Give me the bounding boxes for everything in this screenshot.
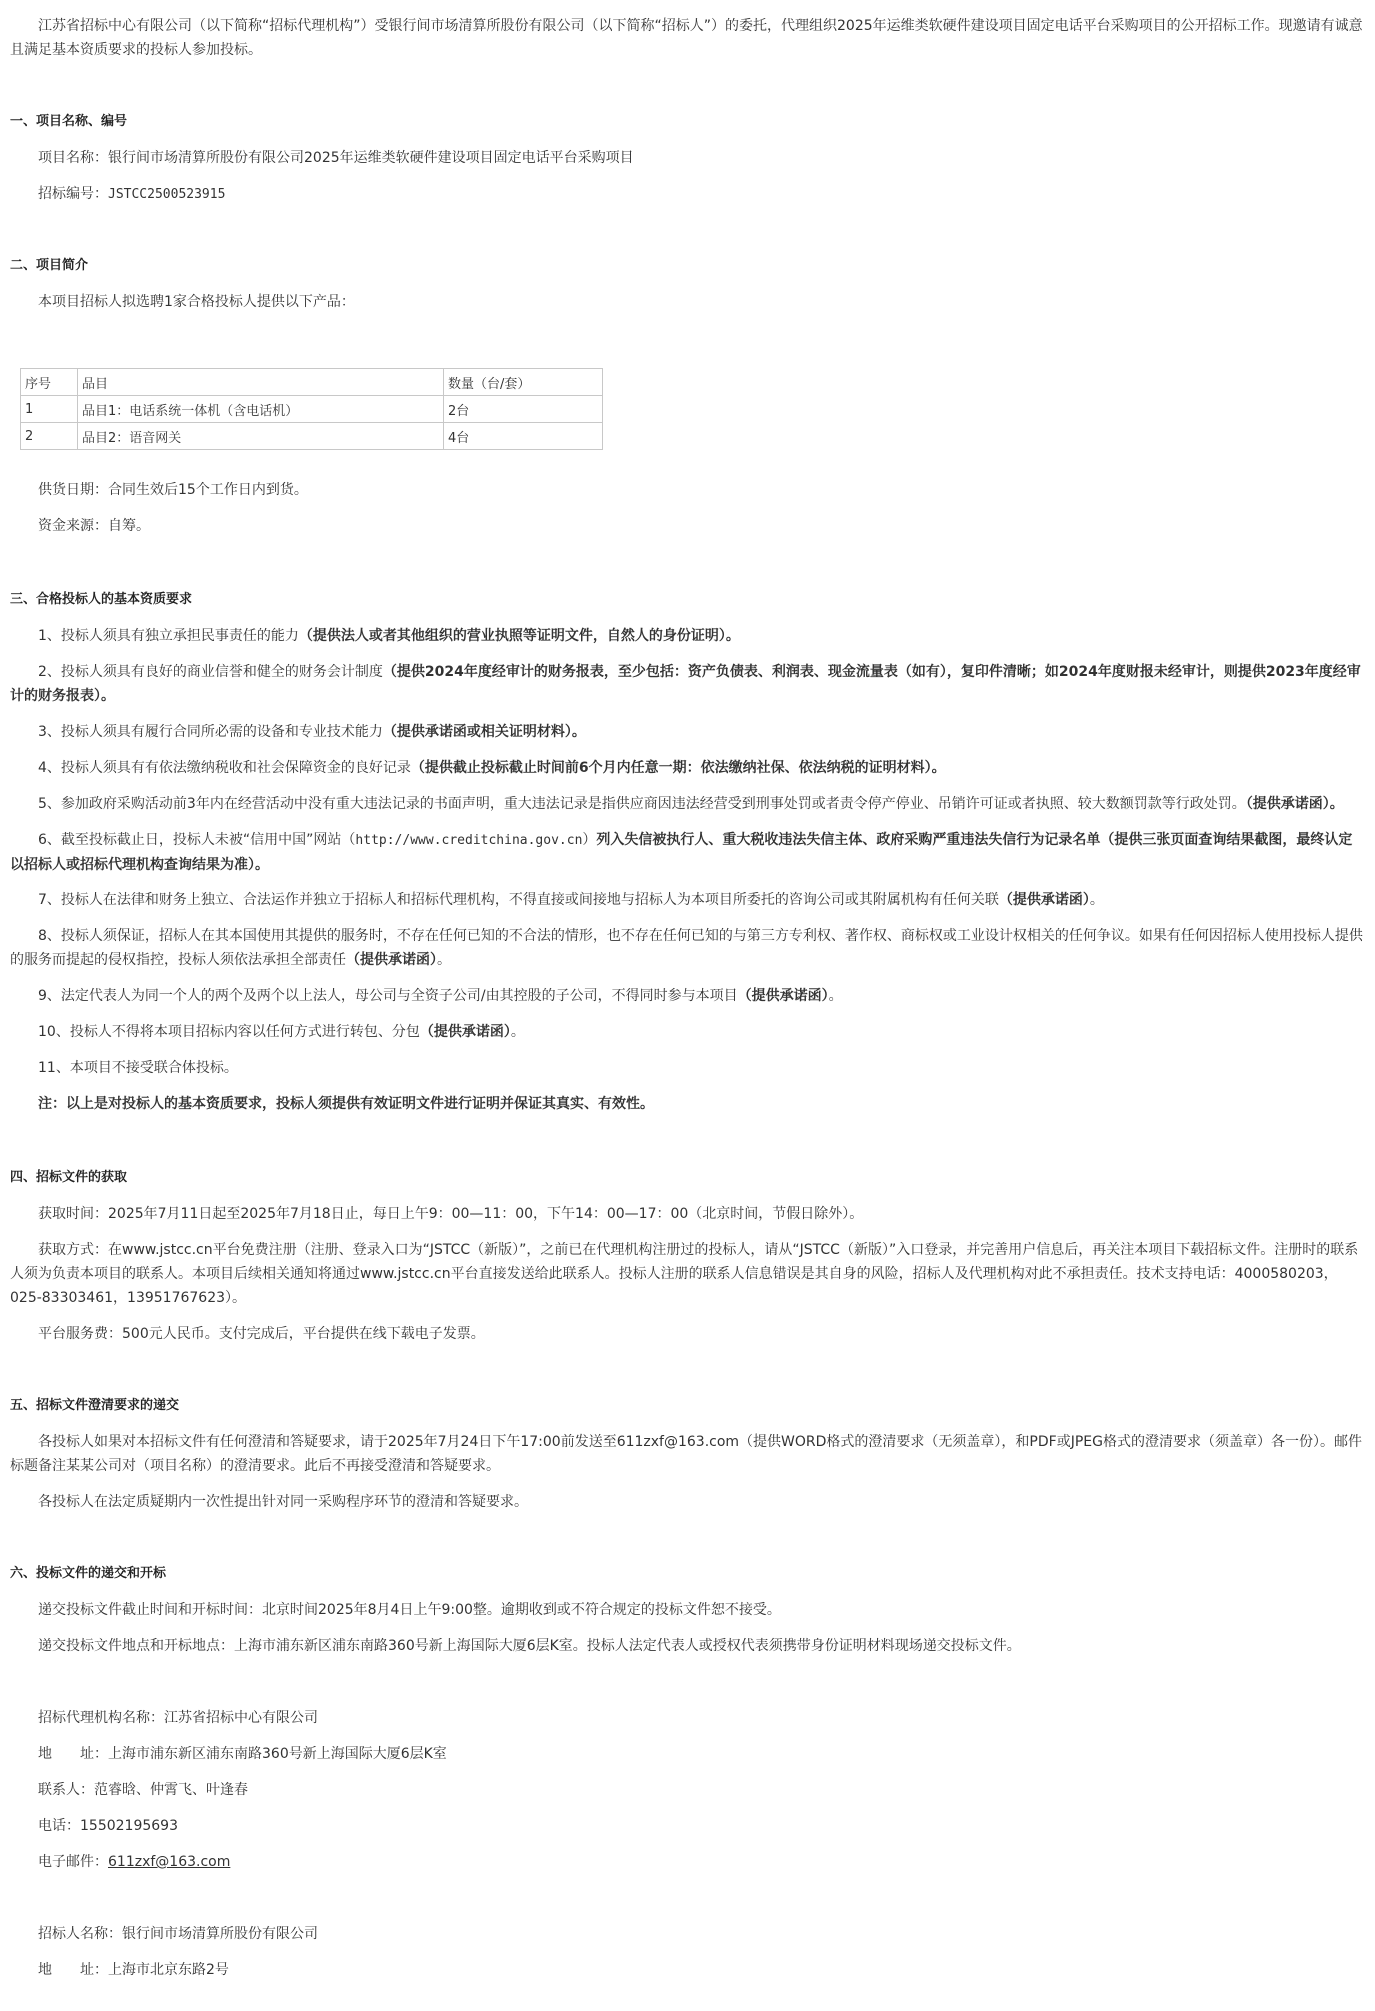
requirement-item bbox=[10, 720, 1365, 744]
project-name: 项目名称：银行间市场清算所股份有限公司2025年运维类软硬件建设项目固定电话平台采购项目 bbox=[38, 150, 634, 166]
requirement-item bbox=[10, 1056, 1365, 1080]
requirement-item bbox=[10, 624, 1365, 648]
requirement-item bbox=[10, 984, 1365, 1008]
submission-deadline: 递交投标文件截止时间和开标时间：北京时间2025年8月4日上午9:00整。逾期收到或不符合规定的投标文件恕不接受。 bbox=[38, 1602, 781, 1618]
requirement-text: 6、截至投标截止日，投标人未被“信用中国”网站（ bbox=[38, 832, 356, 848]
requirement-text: 10、投标人不得将本项目招标内容以任何方式进行转包、分包 bbox=[38, 1024, 420, 1040]
table-row bbox=[21, 396, 603, 423]
requirement-item bbox=[10, 924, 1365, 972]
product-table bbox=[20, 368, 603, 450]
table-row bbox=[21, 423, 603, 450]
requirement-text: 4、投标人须具有有依法缴纳税收和社会保障资金的良好记录 bbox=[38, 760, 411, 776]
tenderer-address bbox=[10, 1958, 1365, 1982]
requirement-proof: 列入失信被执行人、重大税收违法失信主体、政府采购严重违法失信行为记录名单（提供三张页面查询结果截图，最终认定以招标人或招标代理机构查询结果为准）。 bbox=[10, 832, 1353, 873]
clarification-period: 各投标人在法定质疑期内一次性提出针对同一采购程序环节的澄清和答疑要求。 bbox=[38, 1494, 528, 1510]
requirement-proof: （提供承诺函） bbox=[737, 988, 829, 1004]
requirement-proof: （提供承诺函） bbox=[419, 1024, 511, 1040]
tender-number bbox=[10, 182, 1365, 207]
funding-source: 资金来源：自筹。 bbox=[38, 518, 150, 534]
requirement-item bbox=[10, 756, 1365, 780]
requirement-tail: 。 bbox=[437, 952, 451, 968]
agency-contacts: 联系人：范睿晗、仲霄飞、叶逢春 bbox=[38, 1782, 248, 1798]
agency-name: 招标代理机构名称：江苏省招标中心有限公司 bbox=[38, 1710, 318, 1726]
requirement-text: 2、投标人须具有良好的商业信誉和健全的财务会计制度 bbox=[38, 664, 383, 680]
requirement-text: 11、本项目不接受联合体投标。 bbox=[38, 1060, 238, 1076]
section-5-heading: 五、招标文件澄清要求的递交 bbox=[10, 1398, 180, 1413]
project-summary: 本项目招标人拟选聘1家合格投标人提供以下产品： bbox=[38, 294, 355, 310]
table-header-cell: 数量（台/套） bbox=[444, 369, 603, 396]
submission-location: 递交投标文件地点和开标地点：上海市浦东新区浦东南路360号新上海国际大厦6层K室。投标人法定代表人或授权代表须携带身份证明材料现场递交投标文件。 bbox=[38, 1638, 1021, 1654]
requirement-tail: 。 bbox=[1089, 892, 1104, 908]
tenderer-address-value: 上海市北京东路2号 bbox=[108, 1962, 229, 1978]
requirement-text: 3、投标人须具有履行合同所必需的设备和专业技术能力 bbox=[38, 724, 383, 740]
agency-email bbox=[10, 1850, 1365, 1874]
creditchina-url: http://www.creditchina.gov.cn bbox=[355, 833, 583, 848]
table-cell: 1 bbox=[21, 396, 78, 423]
table-cell: 品目2：语音网关 bbox=[78, 423, 444, 450]
delivery-date: 供货日期：合同生效后15个工作日内到货。 bbox=[38, 482, 308, 498]
table-cell: 4台 bbox=[444, 423, 603, 450]
section-4-heading: 四、招标文件的获取 bbox=[10, 1170, 128, 1185]
clarification-request: 各投标人如果对本招标文件有任何澄清和答疑要求，请于2025年7月24日下午17:00前发送至611zxf@163.com（提供WORD格式的澄清要求（无须盖章），和PDF或JPEG格式的澄清要求（须盖章）各一份）。邮件标题备注某某公司对（项目名称）的澄清要求。此后不再接受澄清和答疑要求。 bbox=[10, 1434, 1362, 1474]
requirement-proof: （提供承诺函或相关证明材料）。 bbox=[382, 724, 586, 740]
section-6-heading: 六、投标文件的递交和开标 bbox=[10, 1566, 167, 1581]
requirement-proof: （提供承诺函）。 bbox=[1245, 796, 1344, 812]
requirement-text: 9、法定代表人为同一个人的两个及两个以上法人，母公司与全资子公司/由其控股的子公司，不得同时参与本项目 bbox=[38, 988, 738, 1004]
requirement-proof: （提供承诺函） bbox=[998, 892, 1090, 908]
table-header-cell: 序号 bbox=[21, 369, 78, 396]
requirement-text: 7、投标人在法律和财务上独立、合法运作并独立于招标人和招标代理机构，不得直接或间接地与招标人为本项目所委托的咨询公司或其附属机构有任何关联 bbox=[38, 892, 999, 908]
section-2-heading: 二、项目简介 bbox=[10, 258, 89, 273]
requirement-text: 1、投标人须具有独立承担民事责任的能力 bbox=[38, 628, 299, 644]
tender-number-label: 招标编号： bbox=[38, 186, 108, 202]
requirement-text: 8、投标人须保证，招标人在其本国使用其提供的服务时，不存在任何已知的不合法的情形，也不存在任何已知的与第三方专利权、著作权、商标权或工业设计权相关的任何争议。如果有任何因招标人使用投标人提供的服务而提起的侵权指控，投标人须依法承担全部责任 bbox=[10, 928, 1363, 968]
requirement-text: 5、参加政府采购活动前3年内在经营活动中没有重大违法记录的书面声明，重大违法记录是指供应商因违法经营受到刑事处罚或者责令停产停业、吊销许可证或者执照、较大数额罚款等行政处罚。 bbox=[38, 796, 1246, 812]
table-header-row bbox=[21, 369, 603, 396]
section-1-heading: 一、项目名称、编号 bbox=[10, 114, 128, 129]
tenderer-name: 招标人名称：银行间市场清算所股份有限公司 bbox=[38, 1926, 318, 1942]
requirement-tail: 。 bbox=[828, 988, 843, 1004]
section-3-heading: 三、合格投标人的基本资质要求 bbox=[10, 592, 193, 607]
requirement-text: ） bbox=[582, 832, 597, 848]
requirement-proof: （提供2024年度经审计的财务报表，至少包括：资产负债表、利润表、现金流量表（如有），复印件清晰；如2024年度财报未经审计，则提供2023年度经审计的财务报表）。 bbox=[10, 664, 1361, 704]
intro-paragraph: 江苏省招标中心有限公司（以下简称“招标代理机构”）受银行间市场清算所股份有限公司（以下简称“招标人”）的委托，代理组织2025年运维类软硬件建设项目固定电话平台采购项目的公开招标工作。现邀请有诚意且满足基本资质要求的投标人参加投标。 bbox=[10, 18, 1363, 58]
agency-email-link[interactable]: 611zxf@163.com bbox=[108, 1854, 231, 1870]
table-cell: 2 bbox=[21, 423, 78, 450]
requirement-item bbox=[10, 660, 1365, 708]
table-header-cell: 品目 bbox=[78, 369, 444, 396]
requirement-item bbox=[10, 828, 1365, 877]
agency-email-label: 电子邮件： bbox=[38, 1854, 108, 1870]
acquisition-method: 获取方式：在www.jstcc.cn平台免费注册（注册、登录入口为“JSTCC（新版）”，之前已在代理机构注册过的投标人，请从“JSTCC（新版）”入口登录，并完善用户信息后，再关注本项目下载招标文件。注册时的联系人须为负责本项目的联系人。本项目后续相关通知将通过www.jstcc.cn平台直接发送给此联系人。投标人注册的联系人信息错误是其自身的风险，招标人及代理机构对此不承担责任。技术支持电话：4000580203，025-83303461，13951767623）。 bbox=[10, 1242, 1359, 1306]
platform-fee: 平台服务费：500元人民币。支付完成后，平台提供在线下载电子发票。 bbox=[38, 1326, 485, 1342]
acquisition-time: 获取时间：2025年7月11日起至2025年7月18日止，每日上午9：00—11：00，下午14：00—17：00（北京时间，节假日除外）。 bbox=[38, 1206, 864, 1222]
requirement-item bbox=[10, 888, 1365, 912]
requirement-proof: （提供法人或者其他组织的营业执照等证明文件，自然人的身份证明）。 bbox=[298, 628, 740, 644]
agency-address-value: 上海市浦东新区浦东南路360号新上海国际大厦6层K室 bbox=[108, 1746, 447, 1762]
table-cell: 品目1：电话系统一体机（含电话机） bbox=[78, 396, 444, 423]
requirement-item bbox=[10, 792, 1365, 816]
agency-phone: 电话：15502195693 bbox=[38, 1818, 178, 1834]
tender-number-value: JSTCC2500523915 bbox=[108, 187, 226, 202]
agency-address-label: 地 址： bbox=[38, 1746, 108, 1762]
requirements-note: 注：以上是对投标人的基本资质要求，投标人须提供有效证明文件进行证明并保证其真实、有效性。 bbox=[38, 1096, 654, 1112]
tenderer-address-label: 地 址： bbox=[38, 1962, 108, 1978]
requirement-tail: 。 bbox=[510, 1024, 525, 1040]
requirement-item bbox=[10, 1020, 1365, 1044]
table-cell: 2台 bbox=[444, 396, 603, 423]
agency-address bbox=[10, 1742, 1365, 1766]
requirement-proof: （提供承诺函） bbox=[346, 952, 437, 968]
requirement-proof: （提供截止投标截止时间前6个月内任意一期：依法缴纳社保、依法纳税的证明材料）。 bbox=[410, 760, 946, 776]
